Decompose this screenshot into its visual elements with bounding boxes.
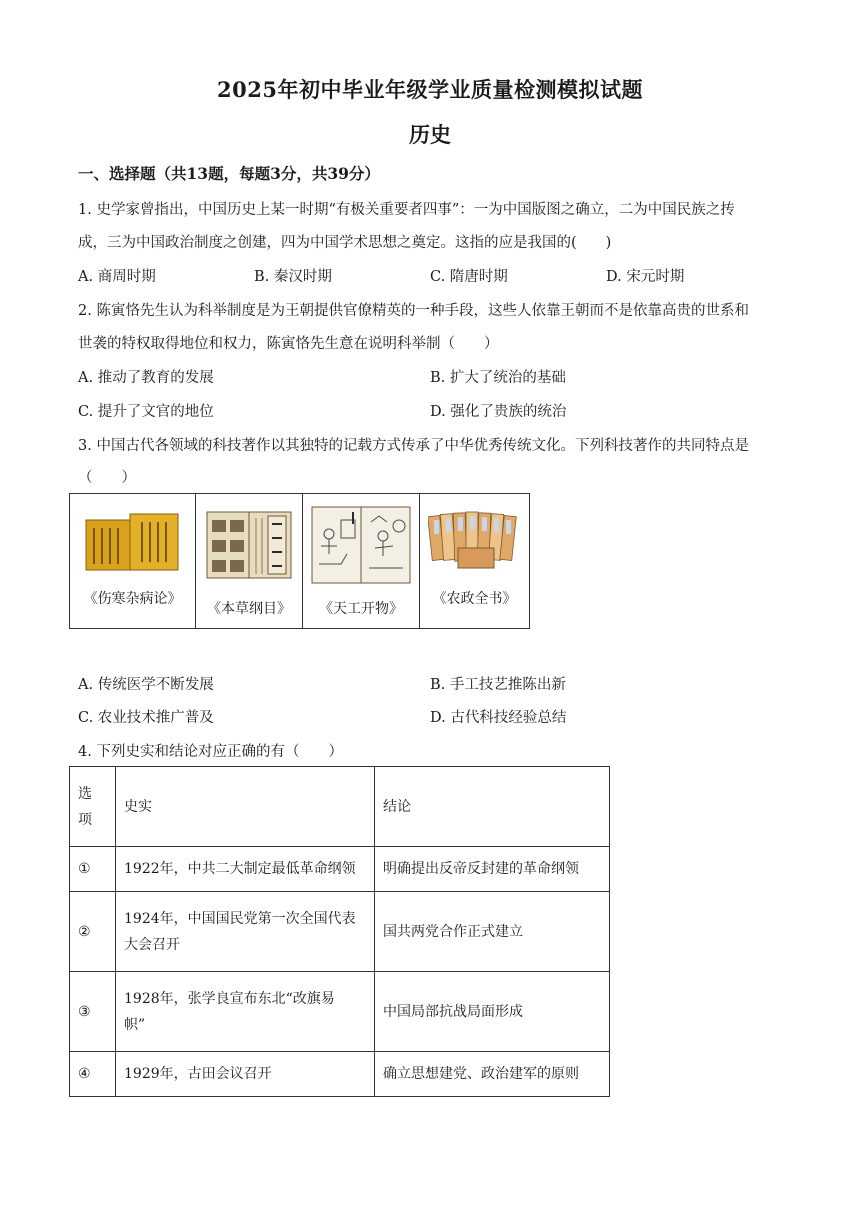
question-4-line-1: 4. 下列史实和结论对应正确的有（ ） bbox=[78, 744, 343, 760]
book-cell-tiangong bbox=[303, 494, 420, 628]
question-3-option-d: D. 古代科技经验总结 bbox=[430, 710, 567, 726]
table-row bbox=[70, 892, 610, 972]
book-bencao-image bbox=[206, 510, 292, 580]
book-image-table bbox=[69, 493, 530, 629]
row-conclusion: 中国局部抗战局面形成 bbox=[375, 972, 610, 1052]
subject-title: 历史 bbox=[409, 122, 451, 147]
row-fact: 1922年，中共二大制定最低革命纲领 bbox=[116, 847, 375, 892]
question-2-line-1: 2. 陈寅恪先生认为科举制度是为王朝提供官僚精英的一种手段，这些人依靠王朝而不是依靠高贵的世系和 bbox=[78, 303, 749, 319]
question-1-line-2: 成，三为中国政治制度之创建，四为中国学术思想之奠定。这指的应是我国的( ) bbox=[78, 235, 612, 251]
book-shanghan-caption: 《伤寒杂病论》 bbox=[83, 591, 182, 607]
table-row bbox=[70, 847, 610, 892]
question-2-option-b: B. 扩大了统治的基础 bbox=[430, 370, 566, 386]
question-3-line-1: 3. 中国古代各领域的科技著作以其独特的记载方式传承了中华优秀传统文化。下列科技著作的共同特点是 bbox=[78, 438, 749, 454]
row-fact-line: 大会召开 bbox=[124, 936, 180, 953]
book-cell-bencao bbox=[196, 494, 303, 628]
question-3-line-2: （ ） bbox=[78, 470, 136, 486]
row-fact-line: 帜” bbox=[124, 1016, 146, 1033]
question-2-line-2: 世袭的特权取得地位和权力，陈寅恪先生意在说明科举制（ ） bbox=[78, 336, 499, 352]
book-nongzheng-caption: 《农政全书》 bbox=[432, 591, 517, 607]
table-header-row bbox=[70, 767, 610, 847]
row-fact bbox=[116, 972, 375, 1052]
header-conclusion: 结论 bbox=[375, 767, 610, 847]
question-3-option-b: B. 手工技艺推陈出新 bbox=[430, 677, 566, 693]
history-facts-table bbox=[69, 766, 610, 1097]
section-heading: 一、选择题（共13题，每题3分，共39分） bbox=[78, 164, 380, 183]
book-cell-nongzheng bbox=[420, 494, 529, 628]
book-bencao-caption: 《本草纲目》 bbox=[207, 601, 291, 617]
question-1-option-b: B. 秦汉时期 bbox=[254, 269, 332, 285]
question-3-option-a: A. 传统医学不断发展 bbox=[78, 677, 214, 693]
row-fact-line: 1928年，张学良宣布东北“改旗易 bbox=[124, 990, 335, 1007]
row-conclusion: 确立思想建党、政治建军的原则 bbox=[375, 1052, 610, 1097]
table-row bbox=[70, 972, 610, 1052]
row-conclusion: 国共两党合作正式建立 bbox=[375, 892, 610, 972]
row-number: ④ bbox=[70, 1052, 116, 1097]
question-2-option-d: D. 强化了贵族的统治 bbox=[430, 404, 567, 420]
exam-title: 2025年初中毕业年级学业质量检测模拟试题 bbox=[217, 77, 643, 102]
row-number: ② bbox=[70, 892, 116, 972]
table-row bbox=[70, 1052, 610, 1097]
header-option-line-1: 选 bbox=[78, 785, 92, 802]
question-3-option-c: C. 农业技术推广普及 bbox=[78, 710, 214, 726]
book-nongzheng-image bbox=[428, 508, 524, 570]
header-option-line-2: 项 bbox=[78, 811, 92, 828]
question-2-option-c: C. 提升了文官的地位 bbox=[78, 404, 214, 420]
row-fact-line: 1924年，中国国民党第一次全国代表 bbox=[124, 910, 356, 927]
row-fact: 1929年，古田会议召开 bbox=[116, 1052, 375, 1097]
row-number: ③ bbox=[70, 972, 116, 1052]
question-1-option-a: A. 商周时期 bbox=[78, 269, 156, 285]
book-cell-shanghan bbox=[70, 494, 196, 628]
header-option bbox=[70, 767, 116, 847]
row-conclusion: 明确提出反帝反封建的革命纲领 bbox=[375, 847, 610, 892]
row-fact bbox=[116, 892, 375, 972]
row-number: ① bbox=[70, 847, 116, 892]
header-fact: 史实 bbox=[116, 767, 375, 847]
book-tiangong-image bbox=[311, 506, 411, 584]
question-2-option-a: A. 推动了教育的发展 bbox=[78, 370, 214, 386]
question-1-option-c: C. 隋唐时期 bbox=[430, 269, 508, 285]
question-1-line-1: 1. 史学家曾指出，中国历史上某一时期“有极关重要者四事”：一为中国版图之确立，二为中国民族之抟 bbox=[78, 202, 735, 218]
question-1-option-d: D. 宋元时期 bbox=[606, 269, 685, 285]
book-shanghan-image bbox=[84, 512, 182, 574]
book-tiangong-caption: 《天工开物》 bbox=[319, 601, 403, 617]
